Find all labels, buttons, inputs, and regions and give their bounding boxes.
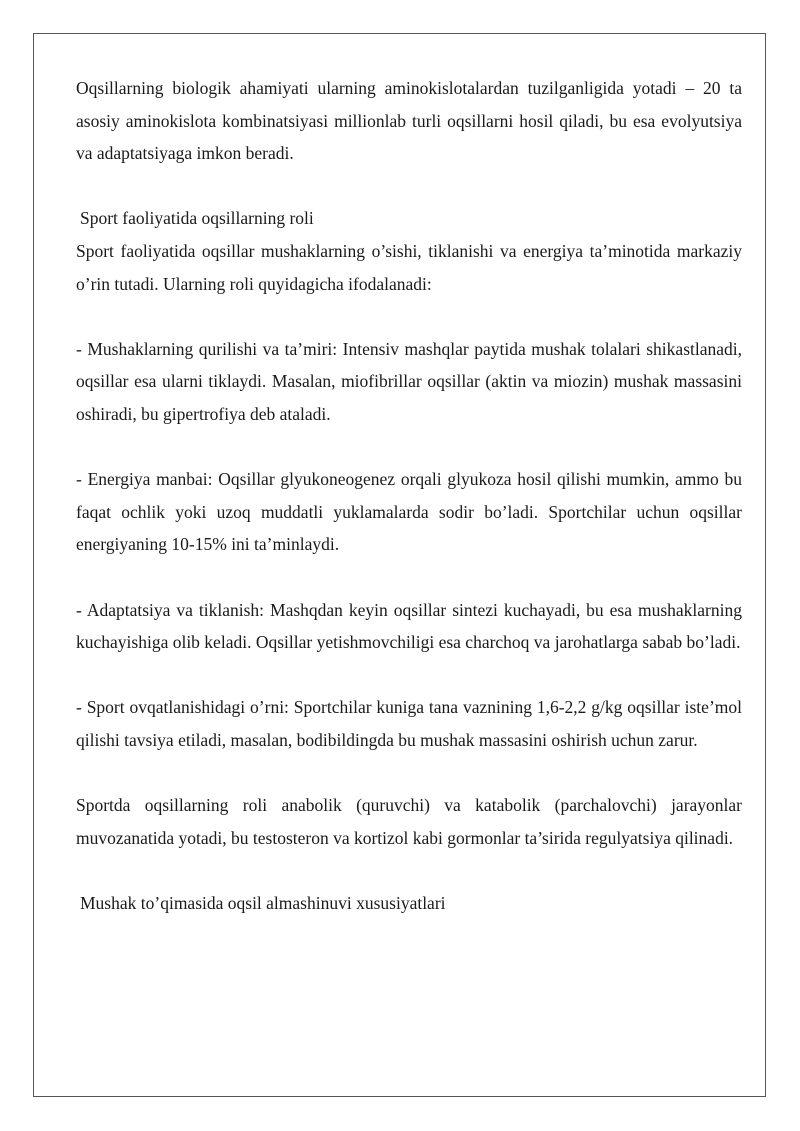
- section-heading-sport: Sport faoliyatida oqsillarning roli: [80, 208, 314, 229]
- paragraph-summary: Sportda oqsillarning roli anabolik (quruvchi) va katabolik (parchalovchi) jarayonlar muvozanatida yotadi, bu testosteron va kortizol kabi gormonlar ta’sirida regulyatsiya qilinadi.: [76, 795, 742, 848]
- paragraph-sport-intro: Sport faoliyatida oqsillar mushaklarning o’sishi, tiklanishi va energiya ta’minotida markaziy o’rin tutadi. Ularning roli quyidagicha ifodalanadi:: [76, 240, 742, 294]
- paragraph-gap: [76, 659, 742, 692]
- list-item-adaptation: - Adaptatsiya va tiklanish: Mashqdan keyin oqsillar sintezi kuchayadi, bu esa mushaklarning kuchayishiga olib keladi. Oqsillar yetishmovchiligi esa charchoq va jarohatlarga sabab bo’ladi.: [76, 599, 742, 653]
- paragraph-intro: Oqsillarning biologik ahamiyati ularning aminokislotalardan tuzilganligida yotadi – 20 ta asosiy aminokislota kombinatsiyasi millionlab turli oqsillarni hosil qiladi, bu esa evolyutsiya va adaptatsiyaga imkon beradi.: [76, 78, 742, 164]
- section-heading-muscle-tissue: Mushak to’qimasida oqsil almashinuvi xususiyatlari: [80, 892, 446, 913]
- paragraph-gap: [76, 854, 742, 887]
- list-item-muscle-building: - Mushaklarning qurilishi va ta’miri: Intensiv mashqlar paytida mushak tolalari shikastlanadi, oqsillar esa ularni tiklaydi. Masalan, miofibrillar oqsillar (aktin va miozin) mushak massasini oshiradi, bu gipertrofiya deb ataladi.: [76, 338, 742, 424]
- paragraph-gap: [76, 756, 742, 789]
- list-item-nutrition: - Sport ovqatlanishidagi o’rni: Sportchilar kuniga tana vaznining 1,6-2,2 g/kg oqsillar iste’mol qilishi tavsiya etiladi, masalan, bodibildingda bu mushak massasini oshirish uchun zarur.: [76, 697, 742, 750]
- paragraph-gap: [76, 170, 742, 203]
- paragraph-gap: [76, 431, 742, 464]
- list-item-energy: - Energiya manbai: Oqsillar glyukoneogenez orqali glyukoza hosil qilishi mumkin, ammo bu faqat ochlik yoki uzoq muddatli yuklamalarda sodir bo’ladi. Sportchilar uchun oqsillar energiyaning 10-15% ini ta’minlaydi.: [76, 469, 742, 555]
- document-body: [76, 72, 742, 919]
- paragraph-gap: [76, 300, 742, 333]
- paragraph-gap: [76, 561, 742, 594]
